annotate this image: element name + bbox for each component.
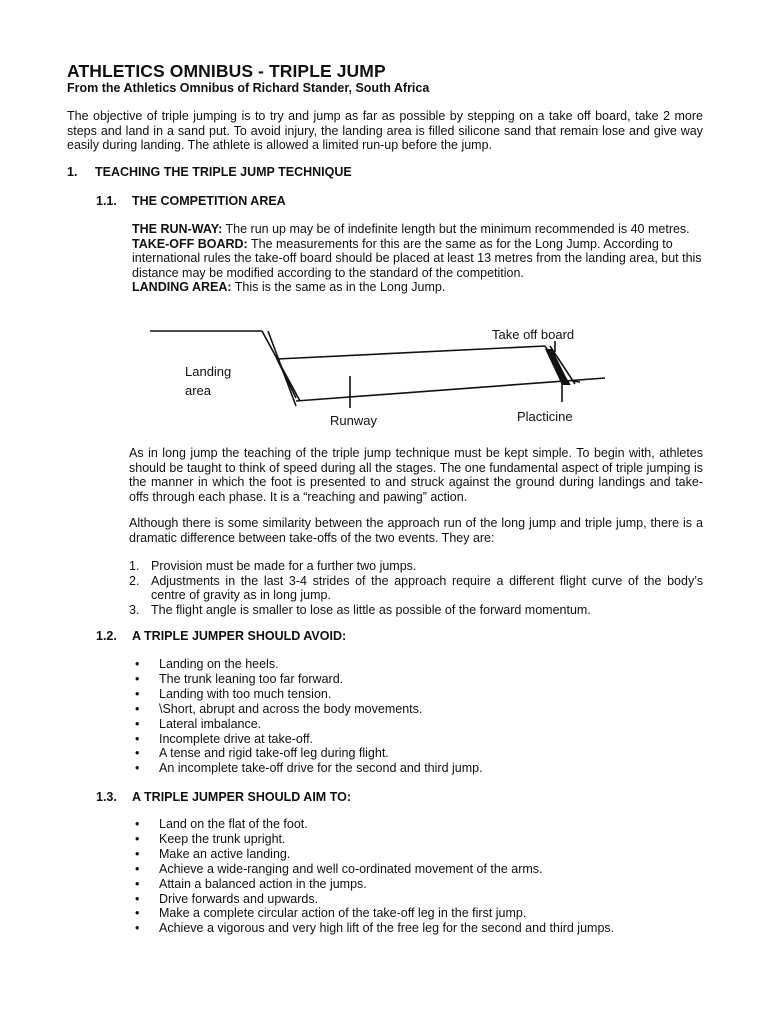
list-text: Achieve a vigorous and very high lift of the free leg for the second and third jumps. bbox=[159, 921, 615, 936]
list-number: 2. bbox=[129, 573, 140, 588]
section-label: A TRIPLE JUMPER SHOULD AVOID: bbox=[132, 629, 347, 643]
diagram-label-runway: Runway bbox=[330, 413, 377, 428]
list-item bbox=[135, 672, 695, 687]
list-item bbox=[129, 603, 703, 618]
differences-list bbox=[129, 559, 703, 617]
bullet-icon: • bbox=[135, 657, 140, 671]
definition-text: The run up may be of indefinite length but the minimum recommended is 40 metres. bbox=[222, 222, 690, 236]
list-item bbox=[135, 832, 695, 847]
list-text: Provision must be made for a further two jumps. bbox=[151, 559, 417, 573]
placticine-strip bbox=[545, 349, 570, 385]
list-item bbox=[135, 717, 695, 732]
list-text: Achieve a wide-ranging and well co-ordinated movement of the arms. bbox=[159, 861, 543, 876]
list-text: Make a complete circular action of the take-off leg in the first jump. bbox=[159, 906, 527, 921]
list-item bbox=[129, 559, 703, 574]
bullet-icon: • bbox=[135, 746, 140, 761]
list-text: Make an active landing. bbox=[159, 846, 291, 861]
list-text: A tense and rigid take-off leg during flight. bbox=[159, 746, 389, 761]
list-text: Landing with too much tension. bbox=[159, 686, 332, 701]
diagram-label-placticine: Placticine bbox=[517, 409, 573, 424]
section-label: THE COMPETITION AREA bbox=[132, 194, 286, 208]
diagram-label-area: area bbox=[185, 383, 212, 398]
intro-paragraph: The objective of triple jumping is to try and jump as far as possible by stepping on a take off board, take 2 more steps and land in a sand put. To avoid injury, the landing area is filled silicone sand that remain lose and give way easily during landing. The athlete is allowed a limited run-up before the jump. bbox=[67, 109, 703, 153]
list-item bbox=[135, 862, 695, 877]
list-item bbox=[135, 892, 695, 907]
list-text: The trunk leaning too far forward. bbox=[159, 671, 344, 686]
list-text: Keep the trunk upright. bbox=[159, 831, 286, 846]
list-item bbox=[135, 877, 695, 892]
list-text: Adjustments in the last 3-4 strides of the approach require a different flight curve of the body’s centre of gravity as in long jump. bbox=[151, 573, 703, 603]
bullet-icon: • bbox=[135, 846, 140, 861]
definition-text: This is the same as in the Long Jump. bbox=[231, 280, 446, 294]
section-1-2-heading bbox=[96, 629, 496, 645]
list-text: The flight angle is smaller to lose as little as possible of the forward momentum. bbox=[151, 602, 591, 617]
section-label: TEACHING THE TRIPLE JUMP TECHNIQUE bbox=[95, 165, 352, 179]
bullet-icon: • bbox=[135, 861, 140, 876]
technique-paragraph: As in long jump the teaching of the triple jump technique must be kept simple. To begin with, athletes should be taught to think of speed during all the stages. The one fundamental aspect of triple jumping is the manner in which the foot is presented to and struck against the ground during landings and take-offs through each phase. It is a “reaching and pawing” action. bbox=[129, 446, 703, 504]
difference-paragraph: Although there is some similarity between the approach run of the long jump and triple jump, there is a dramatic difference between take-offs of the two events. They are: bbox=[129, 516, 703, 545]
list-number: 1. bbox=[129, 559, 140, 573]
list-item bbox=[135, 817, 695, 832]
definition-text: The measurements for this are the same as for the Long Jump. According to international rules the take-off board should be placed at least 13 metres from the landing area, but this distance may be modified according to the standard of the competition. bbox=[132, 236, 702, 280]
bullet-icon: • bbox=[135, 731, 140, 746]
section-1-heading bbox=[67, 165, 467, 181]
competition-area-diagram bbox=[150, 322, 610, 432]
section-1-3-heading bbox=[96, 790, 496, 806]
bullet-icon: • bbox=[135, 817, 140, 831]
runway-upper-line bbox=[277, 346, 545, 359]
definition-runway bbox=[132, 222, 702, 237]
diagram-label-take-off-board: Take off board bbox=[492, 327, 575, 342]
definition-landing-area bbox=[132, 280, 702, 295]
definition-term: LANDING AREA: bbox=[132, 280, 232, 294]
bullet-icon: • bbox=[135, 921, 140, 936]
pit-inner-edge bbox=[277, 359, 296, 398]
runway-lower-line bbox=[296, 378, 605, 401]
definition-take-off-board bbox=[132, 237, 702, 281]
bullet-icon: • bbox=[135, 761, 140, 776]
list-text: Lateral imbalance. bbox=[159, 716, 262, 731]
list-text: Attain a balanced action in the jumps. bbox=[159, 876, 367, 891]
competition-area-definitions bbox=[132, 222, 702, 295]
list-number: 3. bbox=[129, 602, 140, 617]
list-item bbox=[135, 702, 695, 717]
list-item bbox=[135, 761, 695, 776]
list-text: Incomplete drive at take-off. bbox=[159, 731, 314, 746]
section-1-1-heading bbox=[96, 194, 496, 210]
list-text: Land on the flat of the foot. bbox=[159, 817, 308, 831]
list-item bbox=[135, 847, 695, 862]
bullet-icon: • bbox=[135, 891, 140, 906]
bullet-icon: • bbox=[135, 671, 140, 686]
list-item bbox=[135, 687, 695, 702]
list-item bbox=[129, 574, 703, 603]
bullet-icon: • bbox=[135, 686, 140, 701]
bullet-icon: • bbox=[135, 831, 140, 846]
list-item bbox=[135, 732, 695, 747]
bullet-icon: • bbox=[135, 876, 140, 891]
take-off-board-edge bbox=[572, 381, 580, 382]
aim-list bbox=[135, 817, 695, 936]
section-number: 1.1. bbox=[96, 194, 117, 208]
list-text: Drive forwards and upwards. bbox=[159, 891, 319, 906]
list-item bbox=[135, 921, 695, 936]
section-label: A TRIPLE JUMPER SHOULD AIM TO: bbox=[132, 790, 351, 804]
bullet-icon: • bbox=[135, 701, 140, 716]
definition-term: TAKE-OFF BOARD: bbox=[132, 236, 248, 251]
section-number: 1. bbox=[67, 165, 78, 179]
diagram-label-landing: Landing bbox=[185, 364, 232, 379]
list-item bbox=[135, 657, 695, 672]
section-number: 1.2. bbox=[96, 629, 117, 643]
definition-term: THE RUN-WAY: bbox=[132, 222, 223, 236]
page-subtitle: From the Athletics Omnibus of Richard Stander, South Africa bbox=[67, 81, 430, 95]
avoid-list bbox=[135, 657, 695, 776]
list-text: An incomplete take-off drive for the second and third jump. bbox=[159, 761, 483, 776]
bullet-icon: • bbox=[135, 716, 140, 731]
bullet-icon: • bbox=[135, 906, 140, 921]
page-title: ATHLETICS OMNIBUS - TRIPLE JUMP bbox=[67, 61, 386, 81]
list-text: \Short, abrupt and across the body movements. bbox=[159, 701, 423, 716]
list-item bbox=[135, 906, 695, 921]
list-item bbox=[135, 746, 695, 761]
section-number: 1.3. bbox=[96, 790, 117, 804]
list-text: Landing on the heels. bbox=[159, 657, 279, 671]
